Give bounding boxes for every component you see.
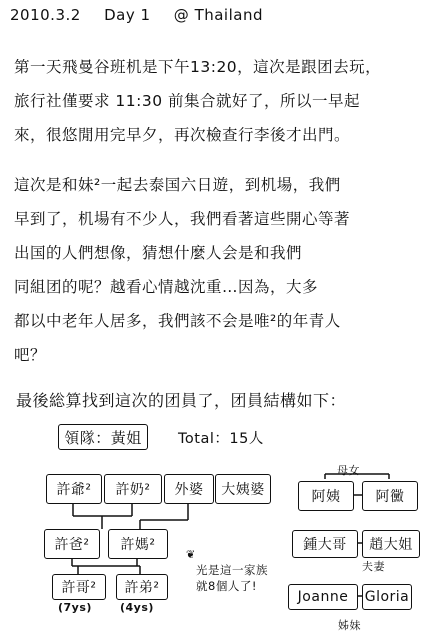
younger-brother-box: 許弟² bbox=[116, 574, 168, 600]
younger-brother-age: (4ys) bbox=[120, 601, 154, 614]
joanne-box: Joanne bbox=[288, 584, 358, 610]
pin-doodle-icon: ❦ bbox=[186, 548, 196, 561]
group-total: Total：15人 bbox=[178, 431, 264, 447]
mother-box: 許媽² bbox=[108, 529, 168, 559]
great-aunt-box: 大姨婆 bbox=[215, 474, 271, 504]
mother-daughter-label: 母女 bbox=[337, 464, 360, 477]
text-line: 來，很悠閒用完早夕，再次檢查行李後才出門。 bbox=[14, 126, 351, 144]
note-line: 就8個人了! bbox=[196, 579, 257, 593]
journal-header bbox=[10, 6, 281, 24]
aunt-box: 阿姨 bbox=[298, 481, 354, 511]
text-line: 同組团的呢？越看心情越沈重…因為，大多 bbox=[14, 278, 319, 296]
entry-date: 2010.3.2 bbox=[10, 6, 81, 24]
gloria-box: Gloria bbox=[362, 584, 412, 610]
zhao-box: 趙大姐 bbox=[362, 530, 420, 558]
group-summary-heading: 最後総算找到這次的团員了，团員結構如下： bbox=[16, 391, 347, 410]
grandma-box: 許奶² bbox=[104, 474, 162, 504]
paragraph-airport bbox=[14, 168, 434, 372]
sisters-label: 姊妹 bbox=[338, 619, 361, 632]
couple-label: 夫妻 bbox=[362, 560, 385, 573]
text-line: 都以中老年人居多，我們該不会是唯²的年青人 bbox=[14, 312, 341, 330]
grandpa-box: 許爺² bbox=[46, 474, 102, 504]
text-line: 這次是和妹²一起去泰国六日遊，到机場，我們 bbox=[14, 176, 341, 194]
note-line: 光是這一家族 bbox=[196, 563, 268, 577]
text-line: 旅行社僅要求 11:30 前集合就好了，所以一早起 bbox=[14, 92, 361, 110]
maternal-grandma-box: 外婆 bbox=[164, 474, 214, 504]
text-line: 吧？ bbox=[14, 346, 47, 364]
father-box: 許爸² bbox=[44, 529, 100, 559]
paragraph-departure bbox=[14, 50, 434, 152]
tour-leader-box: 領隊：黃姐 bbox=[58, 424, 148, 450]
text-line: 出国的人們想像，猜想什麼人会是和我們 bbox=[14, 244, 303, 262]
zhong-box: 鍾大哥 bbox=[292, 530, 358, 558]
a-mei-box: 阿黴 bbox=[362, 481, 418, 511]
family-count-note bbox=[196, 562, 268, 594]
text-line: 第一天飛曼谷班机是下午13:20，這次是跟团去玩， bbox=[14, 58, 382, 76]
entry-day: Day 1 bbox=[104, 6, 151, 24]
older-brother-age: (7ys) bbox=[58, 601, 92, 614]
older-brother-box: 許哥² bbox=[52, 574, 106, 600]
text-line: 早到了，机場有不少人，我們看著這些開心等著 bbox=[14, 210, 351, 228]
entry-place: @ Thailand bbox=[173, 6, 263, 24]
